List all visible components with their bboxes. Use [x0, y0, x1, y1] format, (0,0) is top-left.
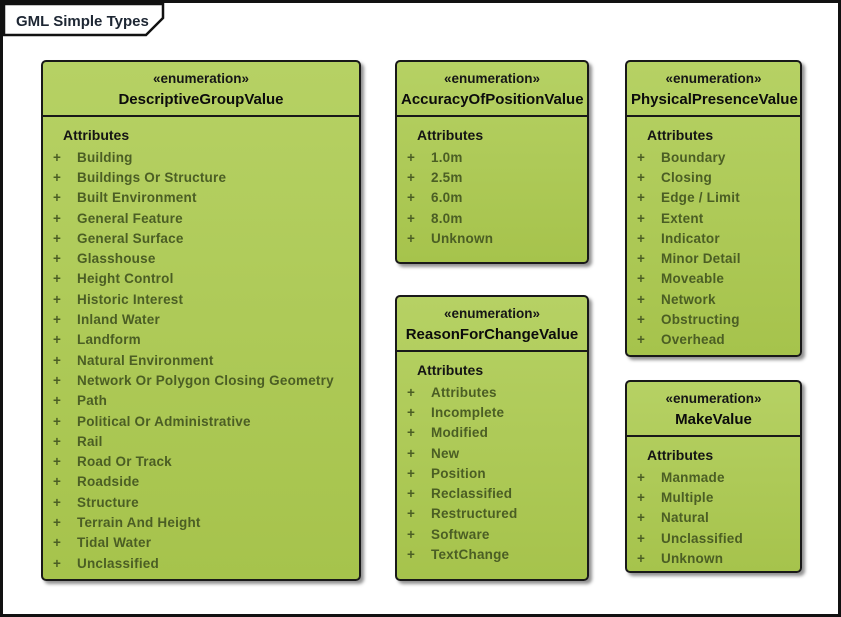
enum-literal-label: Software	[431, 526, 490, 542]
plus-icon: +	[53, 514, 61, 530]
enum-literal-label: 8.0m	[431, 210, 463, 226]
enum-box-makevalue	[625, 380, 802, 573]
enum-literal-label: Height Control	[77, 271, 174, 287]
plus-icon: +	[407, 425, 415, 441]
stereotype-label: «enumeration»	[665, 71, 762, 86]
enum-literal-label: Network	[661, 291, 716, 307]
plus-icon: +	[637, 469, 645, 485]
enum-name: ReasonForChangeValue	[405, 326, 579, 343]
enum-literal-row	[405, 544, 583, 564]
enum-literal-label: Extent	[661, 210, 704, 226]
enum-literal-row	[51, 269, 355, 289]
enum-literal-row	[51, 431, 355, 451]
enum-literal-row	[51, 248, 355, 268]
plus-icon: +	[407, 404, 415, 420]
enum-header	[43, 62, 359, 117]
enum-body	[397, 117, 587, 252]
enum-literal-list	[635, 147, 796, 350]
plus-icon: +	[407, 230, 415, 246]
enum-literal-label: Unknown	[661, 550, 724, 566]
enum-literal-label: Restructured	[431, 506, 518, 522]
enum-literal-label: Obstructing	[661, 312, 740, 328]
enum-literal-row	[51, 472, 355, 492]
enum-literal-row	[635, 269, 796, 289]
enum-literal-row	[635, 548, 796, 568]
enum-literal-label: Path	[77, 393, 108, 409]
enum-literal-label: Unclassified	[661, 530, 743, 546]
plus-icon: +	[407, 445, 415, 461]
enum-literal-row	[51, 391, 355, 411]
enum-literal-row	[405, 402, 583, 422]
plus-icon: +	[53, 271, 61, 287]
frame-title: GML Simple Types	[16, 13, 149, 30]
enum-literal-label: Incomplete	[431, 404, 505, 420]
enum-box-physicalpresencevalue	[625, 60, 802, 357]
plus-icon: +	[53, 251, 61, 267]
enum-literal-label: 6.0m	[431, 190, 463, 206]
plus-icon: +	[407, 547, 415, 563]
attributes-section-label: Attributes	[647, 447, 714, 463]
plus-icon: +	[53, 494, 61, 510]
enum-literal-label: Position	[431, 465, 486, 481]
plus-icon: +	[637, 291, 645, 307]
attributes-section-label: Attributes	[417, 362, 484, 378]
enum-literal-label: Terrain And Height	[77, 514, 201, 530]
enum-literal-row	[405, 228, 583, 248]
plus-icon: +	[53, 433, 61, 449]
enum-literal-label: Unknown	[431, 230, 494, 246]
plus-icon: +	[637, 530, 645, 546]
enum-body	[397, 352, 587, 569]
enum-literal-row	[51, 289, 355, 309]
enum-literal-row	[635, 330, 796, 350]
enum-header	[397, 297, 587, 352]
plus-icon: +	[53, 474, 61, 490]
enum-literal-label: Modified	[431, 425, 489, 441]
plus-icon: +	[407, 465, 415, 481]
enum-box-accuracyofpositionvalue	[395, 60, 589, 264]
plus-icon: +	[407, 190, 415, 206]
enum-literal-label: Natural	[661, 510, 709, 526]
plus-icon: +	[407, 506, 415, 522]
enum-literal-list	[635, 467, 796, 568]
enum-literal-row	[635, 508, 796, 528]
plus-icon: +	[53, 454, 61, 470]
enum-literal-label: Indicator	[661, 230, 720, 246]
enum-literal-label: Building	[77, 149, 133, 165]
enum-literal-row	[635, 309, 796, 329]
enum-literal-row	[635, 167, 796, 187]
plus-icon: +	[53, 535, 61, 551]
enum-literal-row	[51, 188, 355, 208]
enum-literal-label: Minor Detail	[661, 251, 741, 267]
enum-literal-label: Landform	[77, 332, 141, 348]
enum-literal-label: Inland Water	[77, 312, 160, 328]
attributes-section-label: Attributes	[417, 127, 484, 143]
plus-icon: +	[53, 190, 61, 206]
enum-literal-row	[51, 147, 355, 167]
enum-literal-row	[51, 451, 355, 471]
plus-icon: +	[53, 352, 61, 368]
enum-literal-row	[635, 528, 796, 548]
enum-literal-label: Network Or Polygon Closing Geometry	[77, 372, 334, 388]
enum-literal-label: Buildings Or Structure	[77, 169, 227, 185]
enum-header	[397, 62, 587, 117]
enum-literal-label: Closing	[661, 169, 712, 185]
stereotype-label: «enumeration»	[443, 306, 541, 321]
enum-literal-row	[405, 443, 583, 463]
enum-literal-row	[405, 147, 583, 167]
enum-literal-label: 1.0m	[431, 149, 463, 165]
frame-title-tab	[3, 3, 178, 43]
enum-literal-label: Unclassified	[77, 555, 159, 571]
enum-literal-row	[635, 289, 796, 309]
plus-icon: +	[407, 526, 415, 542]
enum-literal-row	[51, 533, 355, 553]
enum-box-descriptivegroupvalue	[41, 60, 361, 581]
enum-literal-row	[51, 309, 355, 329]
enum-literal-label: 2.5m	[431, 169, 463, 185]
enum-literal-row	[635, 208, 796, 228]
enum-literal-row	[51, 553, 355, 573]
plus-icon: +	[637, 210, 645, 226]
enum-literal-label: Attributes	[431, 384, 497, 400]
enum-literal-row	[405, 167, 583, 187]
enum-literal-row	[405, 483, 583, 503]
plus-icon: +	[637, 271, 645, 287]
plus-icon: +	[53, 312, 61, 328]
plus-icon: +	[53, 555, 61, 571]
plus-icon: +	[53, 393, 61, 409]
enum-literal-label: Moveable	[661, 271, 725, 287]
enum-literal-row	[405, 208, 583, 228]
plus-icon: +	[637, 149, 645, 165]
enum-literal-row	[51, 228, 355, 248]
enum-literal-label: TextChange	[431, 547, 510, 563]
enum-literal-row	[51, 370, 355, 390]
enum-literal-row	[51, 330, 355, 350]
enum-literal-row	[635, 248, 796, 268]
enum-literal-row	[635, 228, 796, 248]
enum-name: DescriptiveGroupValue	[118, 91, 284, 108]
enum-literal-list	[405, 147, 583, 248]
plus-icon: +	[637, 489, 645, 505]
plus-icon: +	[53, 230, 61, 246]
enum-literal-label: Road Or Track	[77, 454, 172, 470]
enum-header	[627, 382, 800, 437]
enum-literal-label: General Feature	[77, 210, 183, 226]
enum-literal-label: Edge / Limit	[661, 190, 740, 206]
enum-literal-row	[405, 382, 583, 402]
enum-literal-row	[51, 167, 355, 187]
enum-literal-row	[635, 487, 796, 507]
plus-icon: +	[53, 332, 61, 348]
enum-literal-list	[51, 147, 355, 573]
plus-icon: +	[637, 251, 645, 267]
enum-literal-row	[405, 524, 583, 544]
plus-icon: +	[53, 413, 61, 429]
plus-icon: +	[637, 550, 645, 566]
plus-icon: +	[407, 169, 415, 185]
attributes-section-label: Attributes	[63, 127, 130, 143]
stereotype-label: «enumeration»	[443, 71, 541, 86]
plus-icon: +	[637, 510, 645, 526]
plus-icon: +	[407, 384, 415, 400]
enum-literal-label: Historic Interest	[77, 291, 184, 307]
enum-literal-label: Political Or Administrative	[77, 413, 251, 429]
plus-icon: +	[637, 190, 645, 206]
enum-literal-row	[51, 208, 355, 228]
enum-body	[627, 437, 800, 572]
enum-literal-label: Structure	[77, 494, 139, 510]
enum-name: MakeValue	[675, 411, 752, 428]
enum-literal-row	[405, 188, 583, 208]
enum-literal-row	[635, 147, 796, 167]
enum-literal-row	[51, 512, 355, 532]
enum-literal-label: Natural Environment	[77, 352, 214, 368]
plus-icon: +	[53, 210, 61, 226]
enum-literal-label: Boundary	[661, 149, 726, 165]
enum-literal-label: Glasshouse	[77, 251, 156, 267]
enum-literal-label: Multiple	[661, 489, 714, 505]
enum-literal-row	[405, 504, 583, 524]
enum-literal-label: Built Environment	[77, 190, 197, 206]
plus-icon: +	[53, 169, 61, 185]
enum-literal-label: Manmade	[661, 469, 725, 485]
enum-literal-label: General Surface	[77, 230, 184, 246]
plus-icon: +	[637, 230, 645, 246]
enum-literal-row	[405, 423, 583, 443]
plus-icon: +	[407, 149, 415, 165]
enum-body	[627, 117, 800, 354]
enum-literal-row	[51, 411, 355, 431]
plus-icon: +	[407, 210, 415, 226]
stereotype-label: «enumeration»	[665, 391, 762, 406]
enum-name: AccuracyOfPositionValue	[401, 91, 584, 108]
enum-literal-row	[635, 188, 796, 208]
attributes-section-label: Attributes	[647, 127, 714, 143]
enum-literal-row	[405, 463, 583, 483]
enum-literal-label: Reclassified	[431, 486, 513, 502]
enum-literal-row	[51, 492, 355, 512]
plus-icon: +	[53, 372, 61, 388]
plus-icon: +	[637, 332, 645, 348]
plus-icon: +	[637, 169, 645, 185]
plus-icon: +	[53, 291, 61, 307]
enum-box-reasonforchangevalue	[395, 295, 589, 581]
enum-literal-label: New	[431, 445, 460, 461]
enum-literal-label: Rail	[77, 433, 103, 449]
enum-literal-label: Roadside	[77, 474, 140, 490]
enum-header	[627, 62, 800, 117]
plus-icon: +	[53, 149, 61, 165]
stereotype-label: «enumeration»	[152, 71, 250, 86]
plus-icon: +	[637, 312, 645, 328]
enum-literal-label: Tidal Water	[77, 535, 152, 551]
enum-literal-list	[405, 382, 583, 565]
enum-literal-row	[635, 467, 796, 487]
plus-icon: +	[407, 486, 415, 502]
enum-name: PhysicalPresenceValue	[631, 91, 798, 108]
enum-literal-label: Overhead	[661, 332, 725, 348]
enum-literal-row	[51, 350, 355, 370]
enum-body	[43, 117, 359, 577]
